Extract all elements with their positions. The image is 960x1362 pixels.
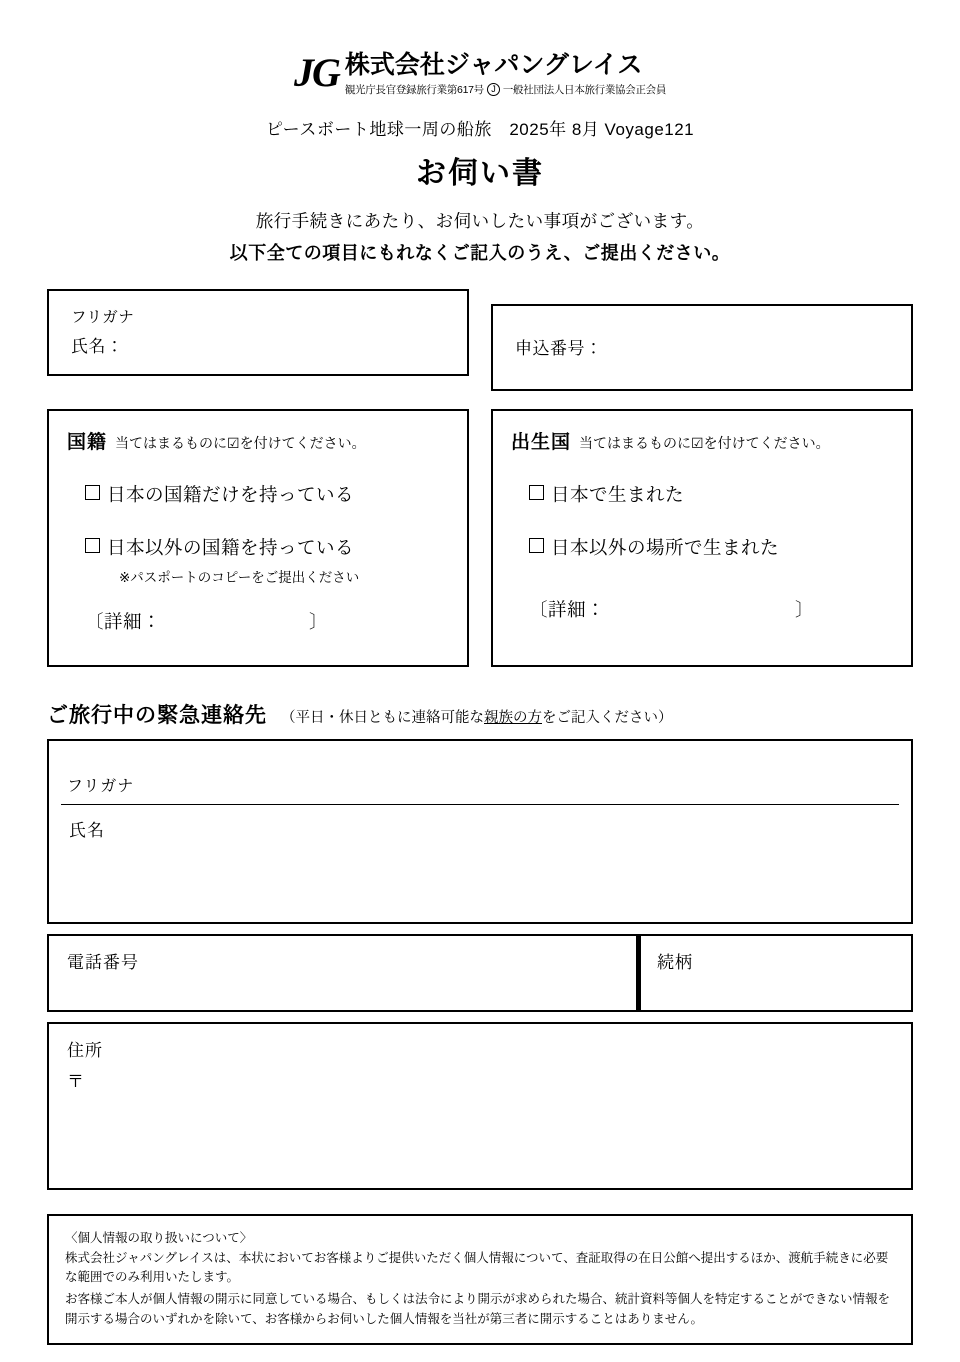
- checkbox-icon[interactable]: [529, 485, 544, 500]
- detail-label: 〔詳細：: [529, 598, 606, 620]
- lead-text-2: 以下全ての項目にもれなくご記入のうえ、ご提出ください。: [229, 242, 731, 263]
- application-number-box[interactable]: [491, 304, 913, 391]
- birth-option-outside-japan[interactable]: [529, 534, 911, 560]
- nationality-birth-row: [47, 409, 913, 667]
- emergency-furigana-label: フリガナ: [67, 777, 135, 795]
- name-label: 氏名：: [71, 336, 124, 356]
- checkbox-icon[interactable]: [85, 538, 100, 553]
- emergency-tel-relation-row: [47, 934, 913, 1012]
- nationality-heading-row: [67, 427, 467, 454]
- detail-label: 〔詳細：: [85, 610, 162, 632]
- emergency-address-box[interactable]: [47, 1022, 913, 1190]
- applicant-name-box[interactable]: [47, 289, 469, 376]
- emergency-contact-heading: ご旅行中の緊急連絡先: [47, 703, 267, 727]
- option-label: 日本以外の国籍を持っている: [107, 536, 355, 558]
- birth-detail-field[interactable]: [529, 596, 911, 622]
- lead-text-1: 旅行手続きにあたり、お伺いしたい事項がございます。: [255, 210, 705, 231]
- privacy-notice-title: 〈個人情報の取り扱いについて〉: [65, 1230, 253, 1245]
- birth-country-heading: 出生国: [511, 431, 572, 453]
- emergency-relation-label: 続柄: [657, 952, 693, 972]
- nationality-option-japan-only[interactable]: [85, 481, 467, 507]
- emergency-tel-label: 電話番号: [67, 952, 139, 972]
- emergency-tel-box[interactable]: [47, 934, 639, 1012]
- checkbox-icon[interactable]: [85, 485, 100, 500]
- emergency-contact-heading-row: [47, 699, 913, 729]
- emergency-name-box[interactable]: [47, 739, 913, 924]
- birth-heading-row: [511, 427, 911, 454]
- note-underline: 親族の方: [484, 709, 542, 726]
- detail-close-bracket: 〕: [309, 610, 329, 632]
- voyage-line: ピースボート地球一周の船旅 2025年 8月 Voyage121: [265, 119, 695, 139]
- association-name: 一般社団法人日本旅行業協会正会員: [502, 83, 667, 96]
- postal-code-label: 〒: [67, 1071, 85, 1091]
- emergency-relation-box[interactable]: [639, 934, 913, 1012]
- birth-country-instruction: 当てはまるものに☑を付けてください。: [579, 434, 830, 451]
- option-label: 日本の国籍だけを持っている: [107, 483, 355, 505]
- company-registration-line: [345, 82, 666, 97]
- nationality-box: [47, 409, 469, 667]
- nationality-option-non-japan[interactable]: [85, 534, 467, 560]
- nationality-instruction: 当てはまるものに☑を付けてください。: [115, 434, 366, 451]
- divider: [61, 804, 899, 805]
- emergency-contact-note: [281, 706, 673, 727]
- nationality-passport-note: ※パスポートのコピーをご提出ください: [119, 569, 360, 585]
- checkbox-icon[interactable]: [529, 538, 544, 553]
- application-number-label: 申込番号：: [515, 338, 603, 358]
- privacy-notice-box: [47, 1214, 913, 1346]
- company-name: 株式会社ジャパングレイス: [344, 51, 643, 79]
- privacy-notice-paragraph-2: お客様ご本人が個人情報の開示に同意している場合、もしくは法令により開示が求められた場合、統計資料等個人を特定することができない情報を開示する場合のいずれかを除いて、お客様からお伺いした個人情報を当社が第三者に開示することはありません。: [65, 1292, 891, 1326]
- option-label: 日本以外の場所で生まれた: [551, 536, 780, 558]
- jata-icon: J: [487, 83, 500, 96]
- logo-mark: JG: [293, 49, 339, 95]
- furigana-label: フリガナ: [71, 308, 135, 326]
- birth-country-box: [491, 409, 913, 667]
- nationality-detail-field[interactable]: [85, 608, 467, 634]
- birth-option-japan[interactable]: [529, 481, 911, 507]
- emergency-name-label: 氏名: [69, 820, 105, 840]
- note-pre: （平日・休日ともに連絡可能な: [281, 709, 484, 726]
- note-post: をご記入ください）: [542, 709, 673, 726]
- applicant-row: [47, 289, 913, 391]
- detail-close-bracket: 〕: [795, 598, 815, 620]
- nationality-heading: 国籍: [67, 431, 108, 453]
- privacy-notice-paragraph-1: 株式会社ジャパングレイスは、本状においてお客様よりご提供いただく個人情報について、査証取得の在日公館へ提出するほか、渡航手続きに必要な範囲でのみ利用いたします。: [65, 1250, 889, 1284]
- company-logo: [0, 0, 960, 97]
- page-title: お伺い書: [416, 156, 544, 190]
- option-label: 日本で生まれた: [551, 483, 685, 505]
- emergency-address-label: 住所: [67, 1040, 103, 1060]
- registration-number: 観光庁長官登録旅行業第617号: [344, 83, 484, 96]
